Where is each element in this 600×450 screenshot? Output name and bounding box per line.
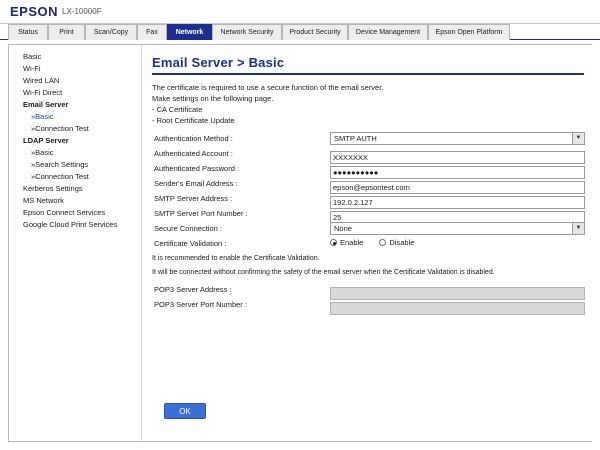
senders-email-address-control (330, 177, 585, 190)
sidebar-item-ldap-server[interactable]: LDAP Server (23, 136, 69, 145)
description-line: - CA Certificate (152, 105, 203, 114)
sidebar-item-wired-lan[interactable]: Wired LAN (23, 76, 60, 85)
sidebar-item-basic[interactable]: Basic (23, 52, 42, 61)
tab-device-management[interactable]: Device Management (348, 24, 428, 40)
note-line: It will be connected without confirming the safety of the email server when the Certificate Validation is disabled. (152, 268, 495, 276)
secure-connection-selected-value: None (334, 224, 352, 233)
sidebar-item-kerberos-settings[interactable]: Kerberos Settings (23, 184, 83, 193)
pop3-server-port-number-row (152, 298, 584, 311)
radio-label: Enable (340, 238, 364, 247)
certificate-validation-label: Certificate Validation : (154, 239, 227, 248)
authenticated-account-control (330, 147, 585, 160)
tab-fax[interactable]: Fax (137, 24, 167, 40)
certificate-validation-row (152, 237, 584, 250)
certificate-validation-option-disable[interactable] (379, 238, 414, 247)
tab-scan-copy[interactable]: Scan/Copy (85, 24, 137, 40)
smtp-server-address-control (330, 192, 585, 205)
certificate-validation-notes (152, 254, 584, 277)
smtp-server-port-number-control (330, 207, 585, 220)
authenticated-password-label: Authenticated Password : (154, 164, 240, 173)
sidebar-item-wi-fi[interactable]: Wi-Fi (23, 64, 41, 73)
sidebar-item-email-server[interactable]: Email Server (23, 100, 69, 109)
tab-print[interactable]: Print (48, 24, 85, 40)
description-line: - Root Certificate Update (152, 116, 235, 125)
sidebar (9, 45, 141, 441)
secure-connection-label: Secure Connection : (154, 224, 222, 233)
description-line: The certificate is required to use a secure function of the email server. (152, 83, 384, 92)
authenticated-password-control (330, 162, 585, 175)
authenticated-account-row (152, 147, 584, 160)
settings-form (152, 132, 584, 235)
main-content (141, 45, 592, 441)
content-frame (8, 44, 592, 442)
pop3-server-port-number-input (330, 302, 585, 315)
pop3-server-address-label: POP3 Server Address : (154, 285, 232, 294)
authentication-method-row (152, 132, 584, 145)
authentication-method-select[interactable] (330, 132, 585, 145)
radio-label: Disable (389, 238, 415, 247)
smtp-server-address-label: SMTP Server Address : (154, 194, 233, 203)
tab-product-security[interactable]: Product Security (282, 24, 348, 40)
pop3-server-port-number-label: POP3 Server Port Number : (154, 300, 247, 309)
chevron-down-icon[interactable]: ▼ (572, 223, 584, 234)
pop3-server-address-control (330, 283, 585, 296)
tab-bar (0, 24, 600, 40)
brand-header (0, 0, 600, 24)
page-title: Email Server > Basic (152, 55, 584, 75)
authenticated-password-row (152, 162, 584, 175)
radio-icon[interactable] (379, 239, 386, 246)
pop3-form (152, 283, 584, 311)
note-line: It is recommended to enable the Certificate Validation. (152, 255, 320, 262)
tab-status[interactable]: Status (8, 24, 48, 40)
authentication-method-selected-value: SMTP AUTH (334, 134, 377, 143)
smtp-server-port-number-row (152, 207, 584, 220)
sidebar-item-search-settings[interactable]: »Search Settings (31, 160, 89, 169)
sidebar-item-basic[interactable]: »Basic (31, 148, 54, 157)
sidebar-item-connection-test[interactable]: »Connection Test (31, 124, 89, 133)
description-line: Make settings on the following page. (152, 94, 274, 103)
certificate-validation-radio-group[interactable] (330, 238, 430, 247)
sidebar-item-epson-connect-services[interactable]: Epson Connect Services (23, 208, 106, 217)
smtp-server-address-row (152, 192, 584, 205)
sidebar-item-connection-test[interactable]: »Connection Test (31, 172, 89, 181)
secure-connection-select[interactable] (330, 222, 585, 235)
sidebar-item-google-cloud-print-services[interactable]: Google Cloud Print Services (23, 220, 118, 229)
tab-network-security[interactable]: Network Security (212, 24, 282, 40)
sidebar-item-basic[interactable]: »Basic (31, 112, 54, 121)
authentication-method-control (330, 132, 585, 145)
sidebar-item-wi-fi-direct[interactable]: Wi-Fi Direct (23, 88, 63, 97)
senders-email-address-label: Sender's Email Address : (154, 179, 238, 188)
smtp-server-port-number-label: SMTP Server Port Number : (154, 209, 248, 218)
tab-epson-open-platform[interactable]: Epson Open Platform (428, 24, 510, 40)
secure-connection-row (152, 222, 584, 235)
tab-network[interactable]: Network (167, 24, 212, 40)
pop3-server-address-row (152, 283, 584, 296)
radio-icon[interactable] (330, 239, 337, 246)
ok-button[interactable]: OK (164, 403, 206, 419)
pop3-server-port-number-control (330, 298, 585, 311)
authentication-method-label: Authentication Method : (154, 134, 233, 143)
authenticated-account-label: Authenticated Account : (154, 149, 233, 158)
secure-connection-control (330, 222, 585, 235)
senders-email-address-row (152, 177, 584, 190)
description-block (152, 83, 584, 126)
chevron-down-icon[interactable]: ▼ (572, 133, 584, 144)
printer-model-label: LX-10000F (62, 7, 102, 16)
sidebar-item-ms-network[interactable]: MS Network (23, 196, 64, 205)
certificate-validation-option-enable[interactable] (330, 238, 363, 247)
epson-logo: EPSON (10, 4, 59, 19)
